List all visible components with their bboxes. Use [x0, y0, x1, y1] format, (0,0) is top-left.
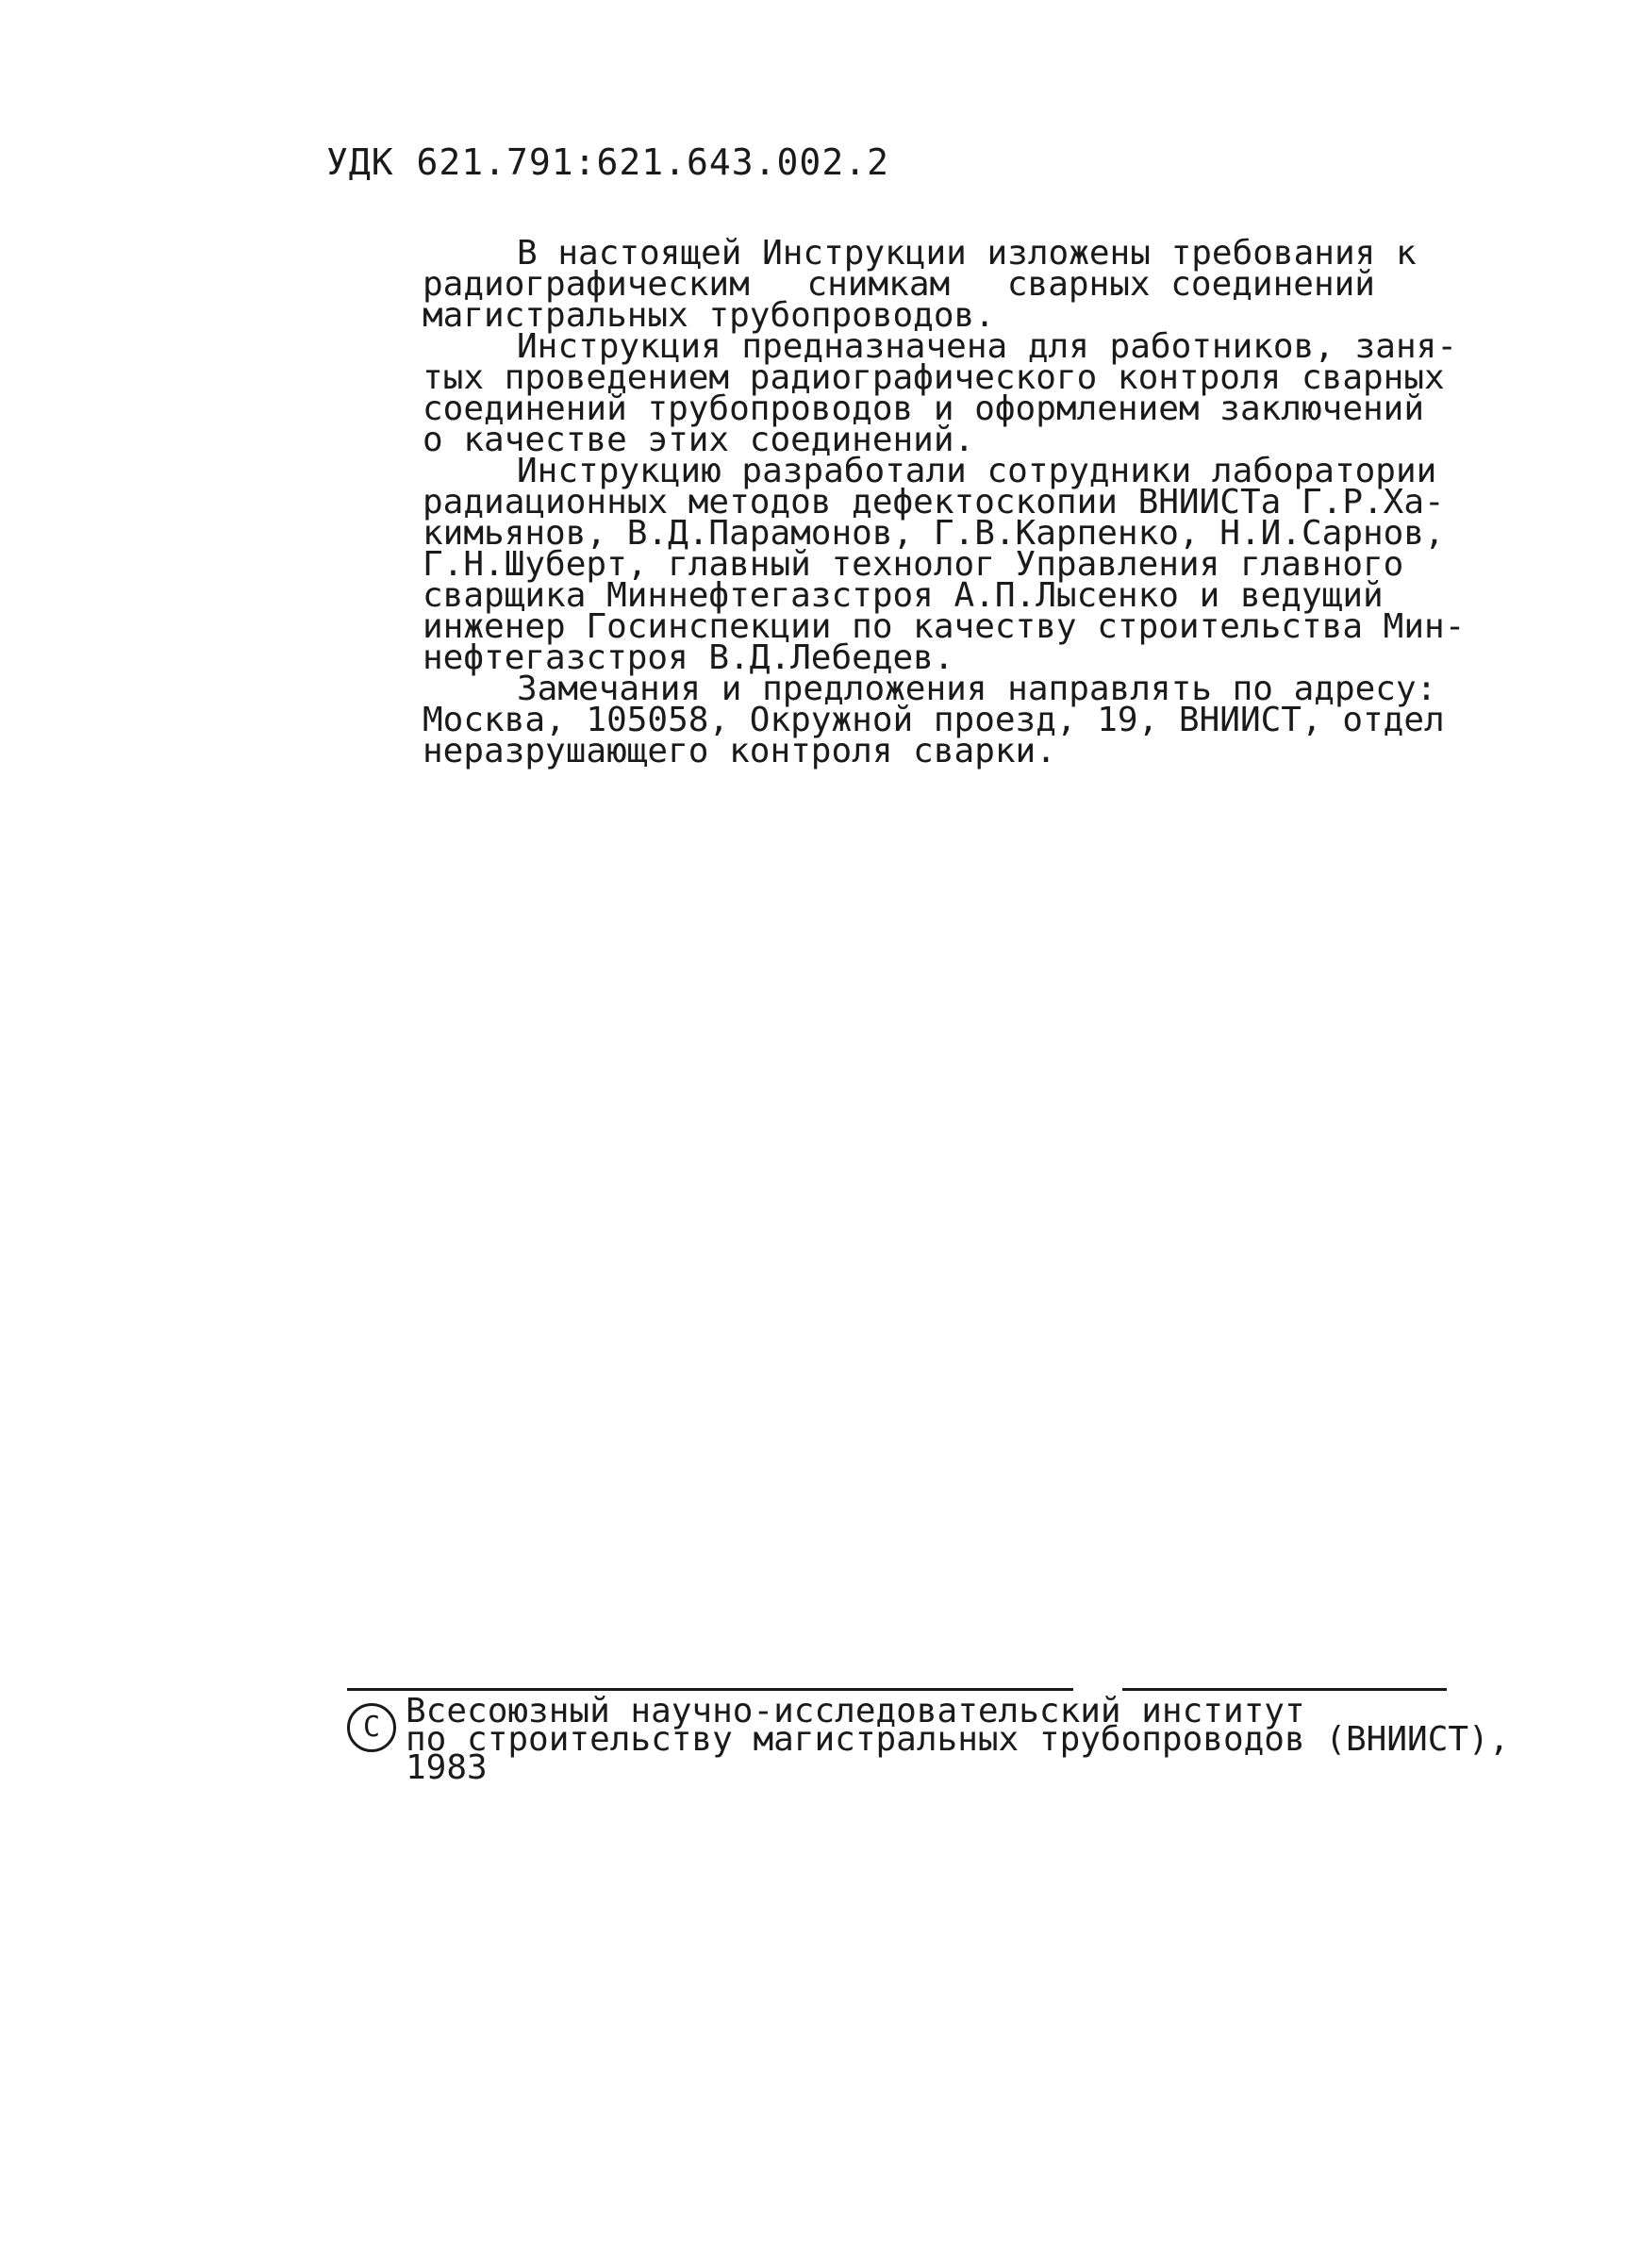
copyright-line: Всесоюзный научно-исследовательский институт: [406, 1692, 1305, 1730]
paragraph-line: соединений трубопроводов и оформлением заключений: [423, 389, 1425, 428]
copyright-year: 1983: [406, 1748, 488, 1787]
copyright-notice: [406, 1692, 1510, 1787]
paragraph-line: Инструкция предназначена для работников, заня-: [517, 327, 1457, 366]
paragraph-line: неразрушающего контроля сварки.: [423, 732, 1056, 770]
paragraph-line: инженер Госинспекции по качеству строительства Мин-: [423, 607, 1466, 646]
paragraph-line: нефтегазстроя В.Д.Лебедев.: [423, 638, 954, 677]
udc-code: УДК 621.791:621.643.002.2: [326, 141, 889, 183]
paragraph-line: кимьянов, В.Д.Парамонов, Г.В.Карпенко, Н.И.Сарнов,: [423, 514, 1445, 553]
footer-divider: [347, 1688, 1073, 1691]
paragraph-line: Инструкцию разработали сотрудники лаборатории: [517, 452, 1437, 490]
paragraph-line: В настоящей Инструкции изложены требования к: [517, 234, 1417, 273]
copyright-icon: С: [347, 1703, 396, 1752]
annotation-text: [423, 234, 1466, 770]
paragraph-line: сварщика Миннефтегазстроя А.П.Лысенко и ведущий: [423, 576, 1384, 615]
word: радиографическим: [423, 265, 750, 304]
footer-divider: [1122, 1688, 1447, 1691]
paragraph-line: Г.Н.Шуберт, главный технолог Управления главного: [423, 545, 1404, 584]
paragraph-line: тых проведением радиографического контроля сварных: [423, 358, 1445, 397]
paragraph-line: магистральных трубопроводов.: [423, 296, 995, 335]
paragraph-line: радиационных методов дефектоскопии ВНИИСТа Г.Р.Ха-: [423, 483, 1445, 521]
paragraph-line: Замечания и предложения направлять по адресу:: [517, 670, 1437, 708]
word: сварных соединений: [1006, 265, 1375, 304]
copyright-line: по строительству магистральных трубопроводов (ВНИИСТ),: [406, 1720, 1510, 1759]
paragraph-line: о качестве этих соединений.: [423, 421, 975, 459]
word: снимкам: [806, 265, 951, 304]
paragraph-line: Москва, 105058, Окружной проезд, 19, ВНИИСТ, отдел: [423, 701, 1445, 739]
